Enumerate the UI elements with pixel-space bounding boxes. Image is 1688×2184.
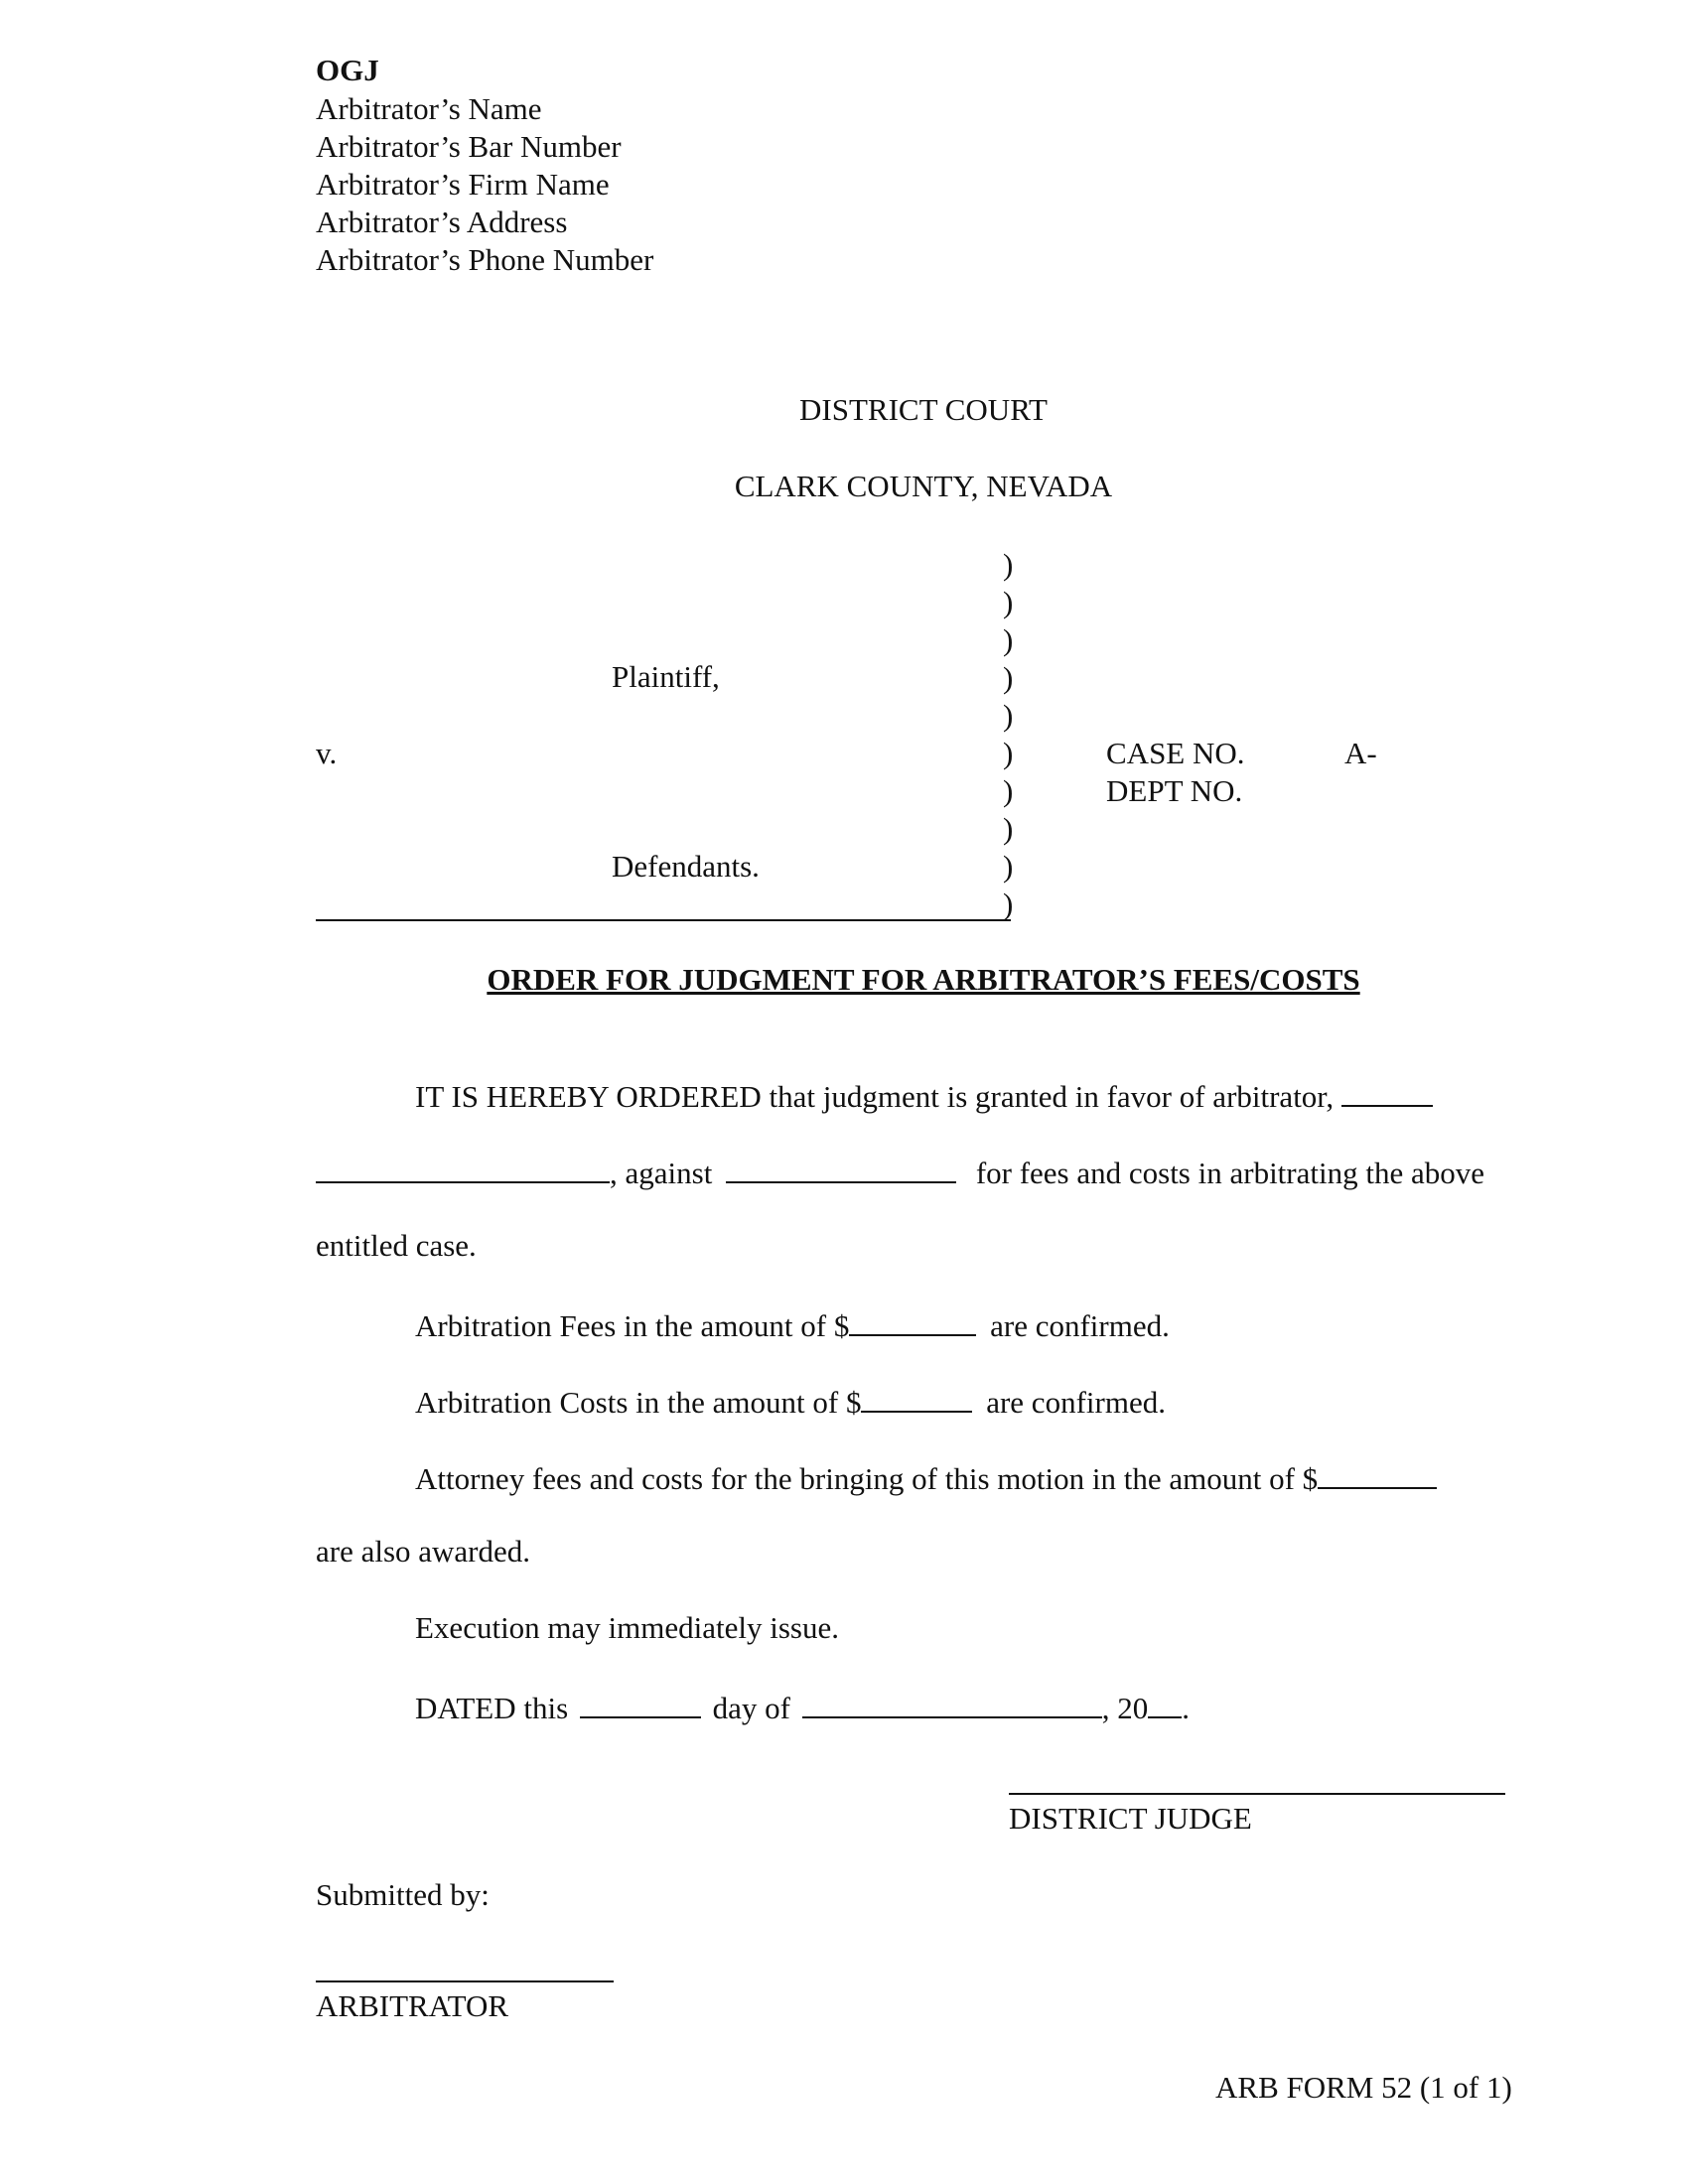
case-no-label: CASE NO. xyxy=(1106,736,1245,770)
paren: ) xyxy=(1003,811,1014,846)
order-paragraph-line1 xyxy=(415,1074,1433,1115)
arbitrator-firm-line: Arbitrator’s Firm Name xyxy=(316,167,610,202)
costs-line xyxy=(415,1380,1166,1421)
paren: ) xyxy=(1003,547,1014,582)
execution-line: Execution may immediately issue. xyxy=(415,1610,840,1645)
arbitrator-bar-number-line: Arbitrator’s Bar Number xyxy=(316,129,622,164)
order-paragraph-line2 xyxy=(316,1151,1484,1191)
caption-paren-column xyxy=(1003,546,1023,923)
order-title: ORDER FOR JUDGMENT FOR ARBITRATOR’S FEES/COSTS xyxy=(487,962,1360,997)
order-text: IT IS HEREBY ORDERED that judgment is granted in favor of arbitrator, xyxy=(415,1079,1335,1114)
fees-line xyxy=(415,1303,1170,1344)
day-blank[interactable] xyxy=(580,1686,701,1718)
arbitrator-label: ARBITRATOR xyxy=(316,1988,509,2023)
paren: ) xyxy=(1003,698,1014,733)
judge-signature-line[interactable] xyxy=(1009,1793,1505,1795)
fees-confirmed-text: are confirmed. xyxy=(990,1308,1170,1343)
dated-line xyxy=(415,1686,1190,1726)
paren: ) xyxy=(1003,773,1014,808)
plaintiff-label: Plaintiff, xyxy=(612,659,720,694)
attorney-fees-line2: are also awarded. xyxy=(316,1534,531,1569)
fees-costs-text: for fees and costs in arbitrating the above xyxy=(975,1156,1484,1190)
paren: ) xyxy=(1003,887,1014,921)
paren: ) xyxy=(1003,736,1014,770)
case-no-value: A- xyxy=(1344,736,1377,770)
attorney-fees-text: Attorney fees and costs for the bringing of this motion in the amount of $ xyxy=(415,1461,1319,1496)
year-prefix-text: , 20 xyxy=(1101,1691,1149,1725)
month-blank[interactable] xyxy=(802,1686,1102,1718)
court-name: DISTRICT COURT xyxy=(799,392,1048,427)
submitted-by-label: Submitted by: xyxy=(316,1877,490,1912)
attorney-fees-amount-blank[interactable] xyxy=(1318,1456,1437,1489)
arbitrator-signature-line[interactable] xyxy=(316,1980,614,1982)
costs-amount-blank[interactable] xyxy=(861,1380,972,1413)
year-blank[interactable] xyxy=(1148,1686,1182,1718)
arbitrator-name-line: Arbitrator’s Name xyxy=(316,91,542,126)
against-party-blank[interactable] xyxy=(726,1151,956,1183)
arbitrator-name-blank-continued[interactable] xyxy=(316,1151,610,1183)
arbitrator-address-line: Arbitrator’s Address xyxy=(316,205,568,239)
form-id: ARB FORM 52 (1 of 1) xyxy=(1215,2070,1512,2105)
arbitrator-name-blank[interactable] xyxy=(1341,1074,1433,1107)
header-code: OGJ xyxy=(316,53,379,87)
versus-label: v. xyxy=(316,736,338,770)
dated-text: DATED this xyxy=(415,1691,569,1725)
order-paragraph-line3: entitled case. xyxy=(316,1228,477,1263)
fees-text: Arbitration Fees in the amount of $ xyxy=(415,1308,850,1343)
caption-bottom-rule xyxy=(316,919,1011,921)
day-of-text: day of xyxy=(712,1691,790,1725)
district-judge-label: DISTRICT JUDGE xyxy=(1009,1801,1252,1836)
paren: ) xyxy=(1003,585,1014,619)
paren: ) xyxy=(1003,660,1014,695)
court-county: CLARK COUNTY, NEVADA xyxy=(734,469,1113,503)
defendants-label: Defendants. xyxy=(612,849,760,884)
dated-period: . xyxy=(1182,1691,1190,1725)
paren: ) xyxy=(1003,622,1014,657)
dept-no-label: DEPT NO. xyxy=(1106,773,1243,808)
attorney-fees-line xyxy=(415,1456,1437,1497)
costs-text: Arbitration Costs in the amount of $ xyxy=(415,1385,862,1420)
costs-confirmed-text: are confirmed. xyxy=(986,1385,1166,1420)
paren: ) xyxy=(1003,849,1014,884)
against-text: , against xyxy=(610,1156,713,1190)
fees-amount-blank[interactable] xyxy=(849,1303,976,1336)
arbitrator-phone-line: Arbitrator’s Phone Number xyxy=(316,242,654,277)
